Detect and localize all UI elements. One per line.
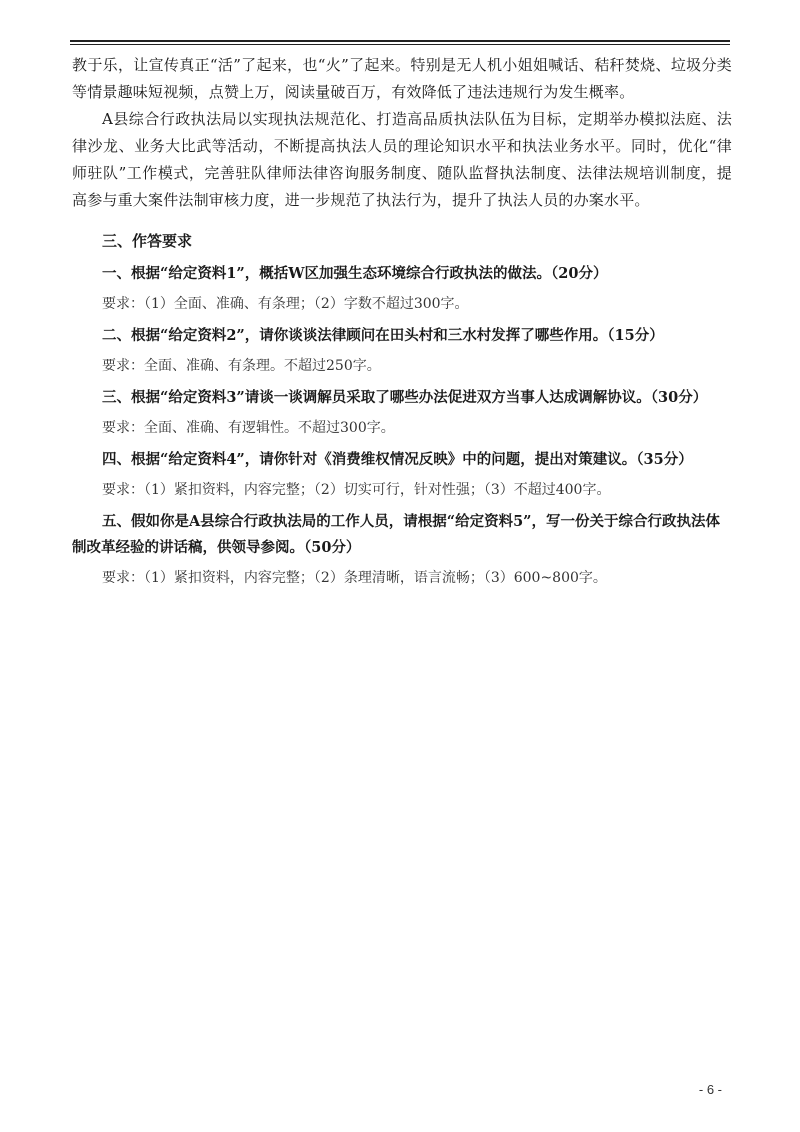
page-number: - 6 - xyxy=(698,1082,722,1097)
paragraph-continuation: 教于乐，让宣传真正“活”了起来，也“火”了起来。特别是无人机小姐姐喊话、秸秆焚烧、垃圾分类等情景趣味短视频，点赞上万，阅读量破百万，有效降低了违法违规行为发生概率。 xyxy=(72,56,732,101)
requirement-2: 要求：全面、准确、有条理。不超过250字。 xyxy=(102,358,381,374)
question-2: 二、根据“给定资料2”，请你谈谈法律顾问在田头村和三水村发挥了哪些作用。（15分） xyxy=(102,327,664,344)
requirement-3: 要求：全面、准确、有逻辑性。不超过300字。 xyxy=(102,420,395,436)
requirement-1: 要求：（1）全面、准确、有条理；（2）字数不超过300字。 xyxy=(102,296,469,312)
requirement-4: 要求：（1）紧扣资料，内容完整；（2）切实可行，针对性强；（3）不超过400字。 xyxy=(102,482,611,498)
header-rule-thin xyxy=(70,44,730,45)
section-title: 三、作答要求 xyxy=(102,232,193,250)
header-rule xyxy=(70,40,730,42)
requirement-5: 要求：（1）紧扣资料，内容完整；（2）条理清晰，语言流畅；（3）600~800字。 xyxy=(102,570,607,586)
question-5: 五、假如你是A县综合行政执法局的工作人员，请根据“给定资料5”，写一份关于综合行政执法体制改革经验的讲话稿，供领导参阅。（50分） xyxy=(72,513,721,556)
question-3: 三、根据“给定资料3”请谈一谈调解员采取了哪些办法促进双方当事人达成调解协议。（30分） xyxy=(102,389,708,406)
page-body xyxy=(72,52,732,591)
question-4: 四、根据“给定资料4”，请你针对《消费维权情况反映》中的问题，提出对策建议。（35分） xyxy=(102,451,693,468)
paragraph-enforcement-bureau: A县综合行政执法局以实现执法规范化、打造高品质执法队伍为目标，定期举办模拟法庭、法律沙龙、业务大比武等活动，不断提高执法人员的理论知识水平和执法业务水平。同时，优化“律师驻队”工作模式，完善驻队律师法律咨询服务制度、随队监督执法制度、法律法规培训制度，提高参与重大案件法制审核力度，进一步规范了执法行为，提升了执法人员的办案水平。 xyxy=(72,110,732,209)
question-1: 一、根据“给定资料1”，概括W区加强生态环境综合行政执法的做法。（20分） xyxy=(102,265,608,282)
